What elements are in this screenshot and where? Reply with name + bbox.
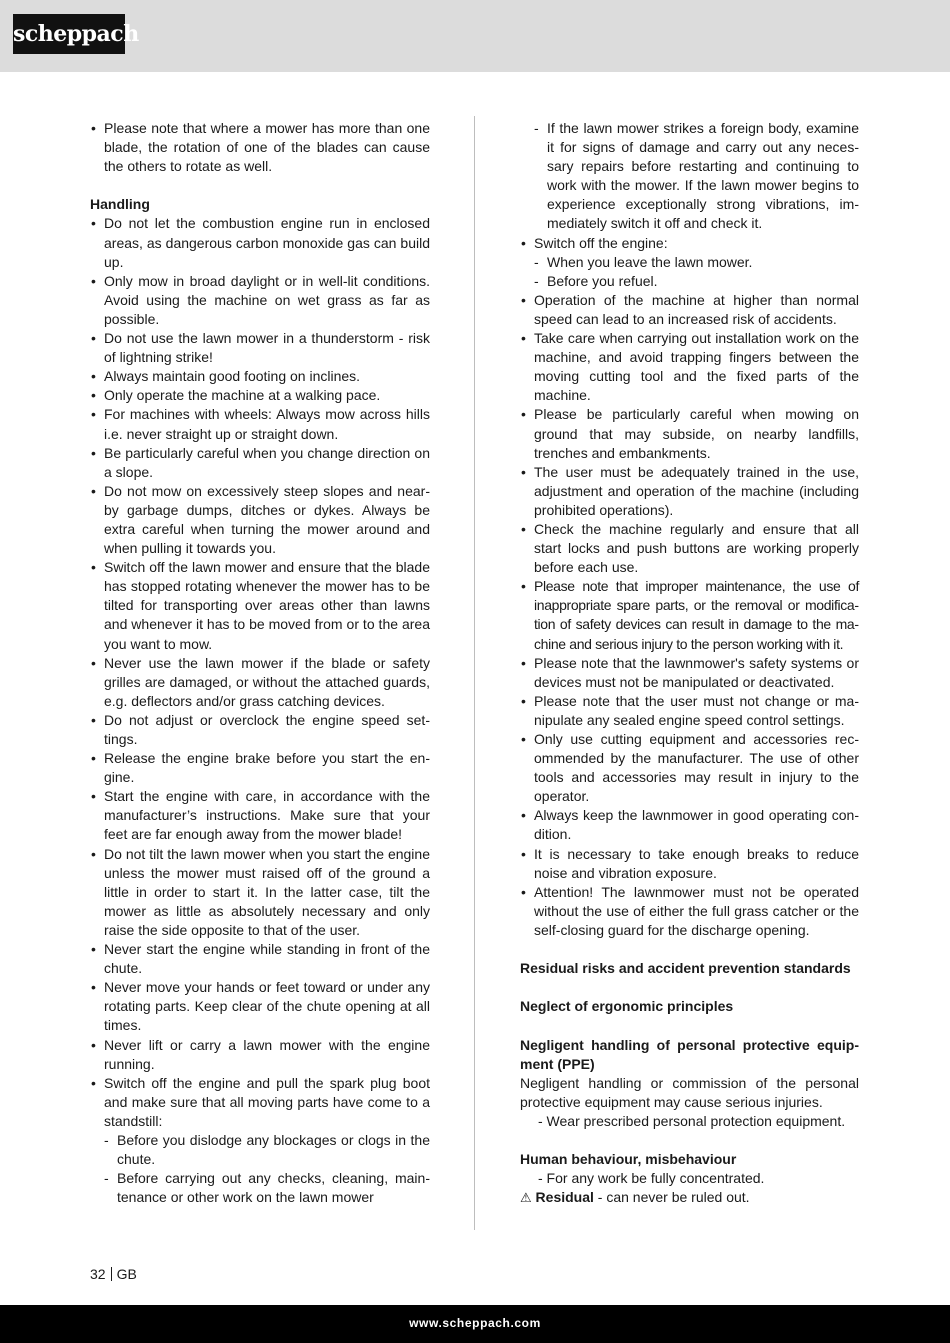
list-item: • Release the engine brake before you start the engine. [90,749,430,787]
sub-list-item: - If the lawn mower strikes a foreign body, examine it for signs of damage and carry out any necessary repairs before restarting and continuing to work with the mower. If the lawn mower begins to experience exceptionally strong vibrations, immediately switch it off and check it. [520,119,859,234]
list-item: • Check the machine regularly and ensure that all start locks and push buttons are working properly before each use. [520,520,859,577]
list-item: • Please be particularly careful when mowing on ground that may subside, on nearby landfills, trenches and embankments. [520,405,859,462]
list-item: • Only mow in broad daylight or in well-lit conditions. Avoid using the machine on wet grass as far as possible. [90,272,430,329]
sub-list-item: - Before you dislodge any blockages or clogs in the chute. [90,1131,430,1169]
list-item: • Please note that improper maintenance, the use of inappropriate spare parts, or the removal or modification of safety devices can result in damage to the machine and serious injury to the person working with it. [520,577,859,653]
page-header [0,0,950,72]
page-footer [0,1305,950,1343]
list-item: • Do not adjust or overclock the engine speed settings. [90,711,430,749]
section-heading-human-behaviour: Human behaviour, misbehaviour [520,1151,737,1168]
sub-list-item: - When you leave the lawn mower. [520,253,859,272]
list-item: • Never lift or carry a lawn mower with the engine running. [90,1036,430,1074]
list-item: • Never use the lawn mower if the blade or safety grilles are damaged, or without the attached guards, e.g. deflectors and/or grass catching devices. [90,654,430,711]
list-item: • Never start the engine while standing in front of the chute. [90,940,430,978]
language-code: GB [116,1266,137,1282]
page-number-separator [111,1267,112,1281]
list-item: • Operation of the machine at higher than normal speed can lead to an increased risk of accidents. [520,291,859,329]
list-item: • Only operate the machine at a walking pace. [90,386,430,405]
list-item: • Do not mow on excessively steep slopes and nearby garbage dumps, ditches or dykes. Always be extra careful when turning the mower around and when pulling it towards you. [90,482,430,558]
sub-list-item: - Before you refuel. [520,272,859,291]
section-heading-residual-risks: Residual risks and accident prevention standards [520,960,851,977]
section-heading-handling: Handling [90,196,150,213]
list-item: • Always keep the lawnmower in good operating condition. [520,806,859,844]
list-item: • Do not tilt the lawn mower when you start the engine unless the mower must raised off of the ground a little in order to start it. In the latter case, tilt the mower as little as absolutely necessary and only raise the side opposite to that of the user. [90,845,430,940]
residual-label: Residual [535,1189,594,1206]
list-item: • Please note that where a mower has more than one blade, the rotation of one of the blades can cause the others to rotate as well. [90,119,430,176]
ppe-text: Negligent handling or commission of the personal protective equipment may cause serious injuries. [520,1074,859,1110]
list-item: • The user must be adequately trained in the use, adjustment and operation of the machine (including prohibited operations). [520,463,859,520]
scheppach-logo: scheppach [13,14,125,54]
residual-text: - can never be ruled out. [593,1189,750,1206]
list-item: • Do not let the combustion engine run in enclosed areas, as dangerous carbon monoxide gas can build up. [90,214,430,271]
list-item: • Attention! The lawnmower must not be operated without the use of either the full grass catcher or the self-closing guard for the discharge opening. [520,883,859,940]
list-item: • It is necessary to take enough breaks to reduce noise and vibration exposure. [520,845,859,883]
column-divider [474,116,475,1230]
warning-icon: ⚠ [520,1191,532,1207]
section-heading-ergonomics: Neglect of ergonomic principles [520,998,734,1015]
page-number [90,1265,137,1284]
list-item: • Switch off the lawn mower and ensure that the blade has stopped rotating whenever the mower has to be tilted for transporting over areas other than lawns and whenever it has to be moved from or to the area you want to mow. [90,558,430,653]
sub-list-item: - Before carrying out any checks, cleaning, maintenance or other work on the lawn mower [90,1169,430,1207]
website-url: www.scheppach.com [409,1316,541,1330]
list-item: • Switch off the engine and pull the spark plug boot and make sure that all moving parts have come to a standstill: [90,1074,430,1131]
ppe-sub-item: - Wear prescribed personal protection equipment. [538,1112,846,1129]
left-column [90,119,430,1207]
list-item: • Always maintain good footing on inclines. [90,367,430,386]
list-item: • Do not use the lawn mower in a thunderstorm - risk of lightning strike! [90,329,430,367]
list-item: • Only use cutting equipment and accessories recommended by the manufacturer. The use of other tools and accessories may result in injury to the operator. [520,730,859,806]
human-sub-item: - For any work be fully concentrated. [538,1170,765,1187]
list-item: • Take care when carrying out installation work on the machine, and avoid trapping fingers between the moving cutting tool and the fixed parts of the machine. [520,329,859,405]
residual-warning [520,1188,859,1208]
list-item: • Start the engine with care, in accordance with the manufacturer’s instructions. Make sure that your feet are far enough away from the mower blade! [90,787,430,844]
section-heading-ppe: Negligent handling of personal protective equipment (PPE) [520,1036,859,1072]
right-column [520,119,859,1208]
list-item: • Never move your hands or feet toward or under any rotating parts. Keep clear of the chute opening at all times. [90,978,430,1035]
list-item: • Switch off the engine: [520,234,859,253]
list-item: • Please note that the user must not change or manipulate any sealed engine speed control settings. [520,692,859,730]
list-item: • For machines with wheels: Always mow across hills i.e. never straight up or straight down. [90,405,430,443]
list-item: • Be particularly careful when you change direction on a slope. [90,444,430,482]
page-number-value: 32 [90,1266,106,1282]
list-item: • Please note that the lawnmower's safety systems or devices must not be manipulated or deactivated. [520,654,859,692]
